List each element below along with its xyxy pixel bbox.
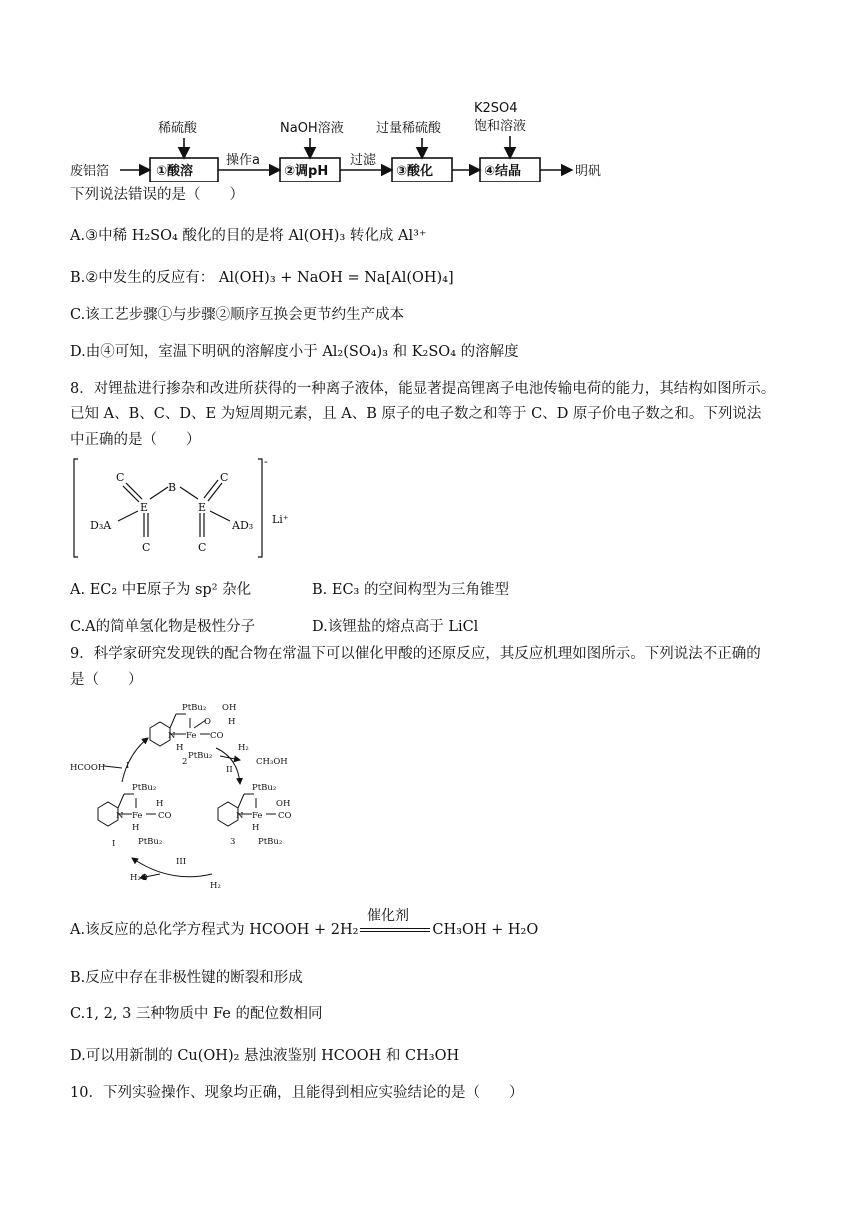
flow-reagent-5: 饱和溶液 [474, 119, 527, 134]
mech-right-ptbu2-b: PtBu₂ [258, 837, 283, 847]
q9-option-a-suffix: CH₃OH + H₂O [432, 922, 539, 938]
q10-stem: 10．下列实验操作、现象均正确，且能得到相应实验结论的是（ ） [70, 1085, 524, 1101]
flow-step-2: ②调pH [284, 164, 329, 179]
mech-right-ptbu2: PtBu₂ [252, 783, 277, 793]
q7-option-c: C.该工艺步骤①与步骤②顺序互换会更节约生产成本 [70, 307, 405, 323]
mech-left-ptbu2: PtBu₂ [132, 783, 157, 793]
struct-label-charge: - [264, 455, 268, 468]
q9-option-a [70, 920, 538, 940]
mech-top-number: 2 [182, 757, 188, 767]
mech-top-ptbu2-b: PtBu₂ [188, 751, 213, 761]
mech-h2o-out: H₂O [130, 873, 148, 883]
mech-ch3oh-out: CH₃OH [256, 757, 288, 767]
q7-stem: 下列说法错误的是（ ） [70, 187, 244, 203]
mech-top-co: CO [210, 731, 224, 741]
mech-top-oh: OH [222, 703, 237, 713]
flow-step-3: ③酸化 [396, 164, 434, 179]
q8-stem-line1: 8．对锂盐进行掺杂和改进所获得的一种离子液体，能显著提高锂离子电池传输电荷的能力，其结构如图所示。 [70, 381, 776, 397]
flow-reagent-4: K2SO4 [474, 101, 518, 116]
mech-right-h: H [252, 823, 260, 833]
process-flow-diagram [70, 92, 630, 182]
flow-end: 明矾 [575, 164, 602, 179]
q8-option-b: B. EC₃ 的空间构型为三角锥型 [312, 582, 509, 598]
flow-start: 废铝箔 [70, 164, 110, 179]
struct-label-d3a: D₃A [90, 519, 112, 532]
struct-label-b: B [168, 481, 177, 494]
ionic-liquid-structure [70, 455, 290, 565]
q9-stem-line1: 9．科学家研究发现铁的配合物在常温下可以催化甲酸的还原反应，其反应机理如图所示。下列说法不正确的 [70, 646, 761, 662]
q9-option-a-prefix: A.该反应的总化学方程式为 HCOOH + 2H₂ [70, 922, 359, 938]
flow-step-4: ④结晶 [484, 164, 522, 179]
struct-label-li: Li⁺ [272, 513, 289, 526]
flow-arrow-label-1: 操作a [226, 153, 260, 168]
mech-top-ptbu2: PtBu₂ [182, 703, 207, 713]
flow-step-1: ①酸溶 [156, 164, 194, 179]
struct-label-c3: C [142, 541, 151, 554]
q8-stem-line2: 已知 A、B、C、D、E 为短周期元素，且 A、B 原子的电子数之和等于 C、D 原子价电子数之和。下列说法 [70, 406, 762, 422]
mech-right-n: N [236, 811, 244, 821]
mech-right-fe: Fe [252, 811, 263, 821]
equilibrium-double-line [360, 928, 430, 932]
q8-option-d: D.该锂盐的熔点高于 LiCl [312, 619, 479, 635]
q7-option-b: B.②中发生的反应有： Al(OH)₃ + NaOH = Na[Al(OH)₄] [70, 270, 454, 286]
mech-top-h2: H [176, 743, 184, 753]
q8-option-a: A. EC₂ 中E原子为 sp² 杂化 [70, 582, 252, 598]
mech-hcooh-in: HCOOH [70, 763, 106, 773]
q9-option-c: C.1, 2, 3 三种物质中 Fe 的配位数相同 [70, 1006, 323, 1022]
q7-option-a: A.③中稀 H₂SO₄ 酸化的目的是将 Al(OH)₃ 转化成 Al³⁺ [70, 228, 427, 244]
mech-right-co: CO [278, 811, 292, 821]
struct-label-e1: E [140, 501, 149, 514]
mech-left-ptbu2-b: PtBu₂ [138, 837, 163, 847]
struct-label-c4: C [198, 541, 207, 554]
mech-step-iii: III [176, 857, 187, 867]
mech-h2-in-b: H₂ [210, 881, 221, 891]
mech-left-h2: H [132, 823, 140, 833]
mech-top-h: H [228, 717, 236, 727]
mech-left-fe: Fe [132, 811, 143, 821]
mech-h2-in: H₂ [238, 743, 249, 753]
mech-top-fe: Fe [186, 731, 197, 741]
flow-arrow-label-2: 过滤 [350, 153, 377, 168]
q9-option-b: B.反应中存在非极性键的断裂和形成 [70, 970, 303, 986]
flow-reagent-3: 过量稀硫酸 [376, 121, 442, 136]
q7-option-d: D.由④可知，室温下明矾的溶解度小于 Al₂(SO₄)₃ 和 K₂SO₄ 的溶解度 [70, 344, 519, 360]
mech-left-n: N [116, 811, 124, 821]
mech-left-h: H [156, 799, 164, 809]
reaction-mechanism-diagram [70, 698, 310, 894]
mech-right-oh: OH [276, 799, 291, 809]
mech-top-o: O [204, 717, 211, 727]
mech-left-co: CO [158, 811, 172, 821]
mech-right-number: 3 [230, 837, 236, 847]
mech-left-number: I [112, 839, 116, 849]
q8-option-c: C.A的简单氢化物是极性分子 [70, 619, 256, 635]
struct-label-c1: C [116, 471, 125, 484]
q9-stem-line2: 是（ ） [70, 672, 143, 688]
q8-stem-line3: 中正确的是（ ） [70, 432, 201, 448]
flow-reagent-1: 稀硫酸 [158, 121, 198, 136]
struct-label-e2: E [198, 501, 207, 514]
mech-top-n: N [168, 731, 176, 741]
q9-option-d: D.可以用新制的 Cu(OH)₂ 悬浊液鉴别 HCOOH 和 CH₃OH [70, 1048, 460, 1064]
struct-label-c2: C [220, 471, 229, 484]
mech-step-ii: II [226, 765, 233, 775]
mech-step-i: I [126, 761, 130, 771]
q9-catalyst-label: 催化剂 [367, 908, 409, 924]
struct-label-ad3: AD₃ [232, 519, 254, 532]
flow-reagent-2: NaOH溶液 [280, 121, 344, 136]
